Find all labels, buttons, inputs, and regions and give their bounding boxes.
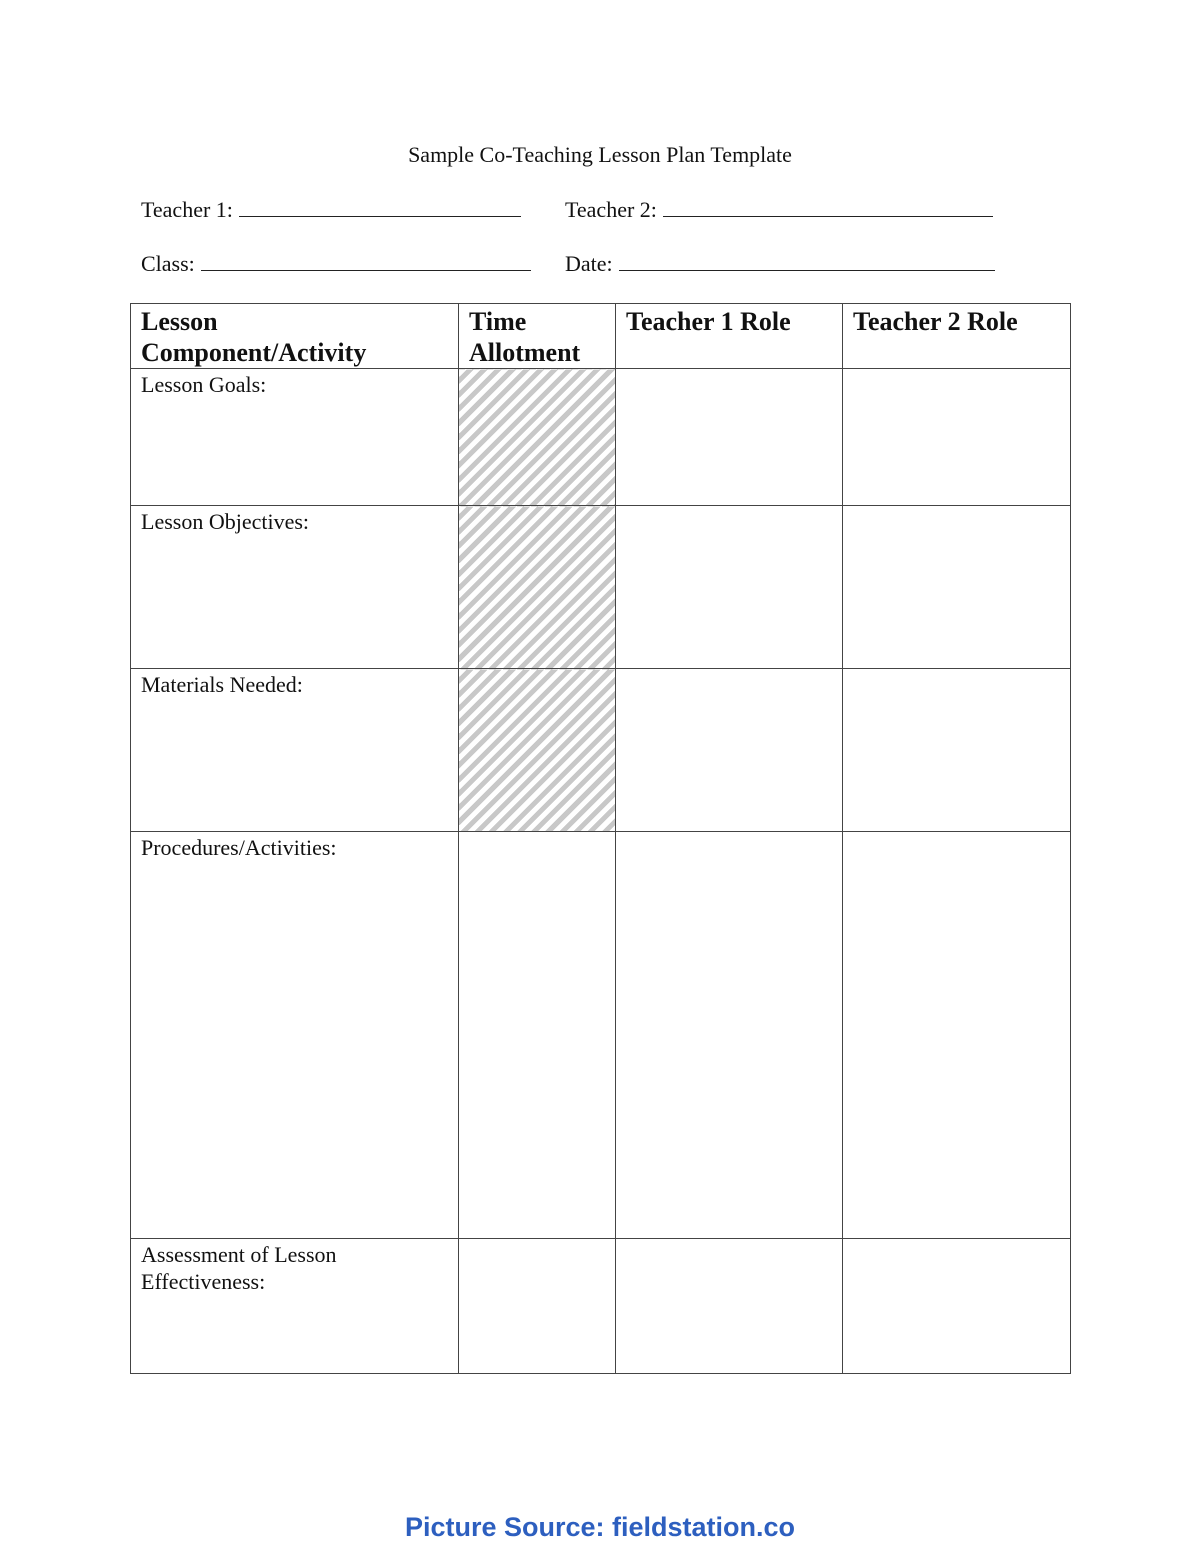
teacher1-field[interactable] — [141, 196, 521, 223]
lesson-plan-table — [130, 303, 1071, 1374]
time-cell-shaded — [459, 669, 616, 832]
class-blank-line[interactable] — [201, 250, 531, 271]
class-label: Class: — [141, 251, 195, 276]
date-field[interactable] — [565, 250, 995, 277]
time-allotment-cell[interactable] — [459, 1239, 616, 1374]
time-cell-shaded — [459, 506, 616, 669]
teacher2-role-cell[interactable] — [843, 1239, 1071, 1374]
teacher2-role-cell[interactable] — [843, 506, 1071, 669]
date-label: Date: — [565, 251, 613, 276]
teacher1-blank-line[interactable] — [239, 196, 521, 217]
table-header-row — [131, 304, 1071, 369]
time-cell-shaded — [459, 369, 616, 506]
teacher1-role-cell[interactable] — [616, 369, 843, 506]
table-row — [131, 669, 1071, 832]
picture-source-caption: Picture Source: fieldstation.co — [404, 1512, 796, 1542]
class-field[interactable] — [141, 250, 531, 277]
teacher1-role-cell[interactable] — [616, 506, 843, 669]
teacher2-field[interactable] — [565, 196, 993, 223]
teacher1-role-cell[interactable] — [616, 669, 843, 832]
header-lesson-component: Lesson Component/Activity — [131, 304, 459, 369]
table-row — [131, 369, 1071, 506]
header-teacher1-role: Teacher 1 Role — [616, 304, 843, 369]
header-teacher2-role: Teacher 2 Role — [843, 304, 1071, 369]
row-label-procedures-activities[interactable]: Procedures/Activities: — [131, 832, 459, 1239]
teacher1-role-cell[interactable] — [616, 1239, 843, 1374]
table-row — [131, 506, 1071, 669]
teacher2-role-cell[interactable] — [843, 669, 1071, 832]
time-allotment-cell[interactable] — [459, 832, 616, 1239]
row-label-lesson-goals[interactable]: Lesson Goals: — [131, 369, 459, 506]
page-title: Sample Co-Teaching Lesson Plan Template — [408, 142, 792, 167]
date-blank-line[interactable] — [619, 250, 995, 271]
header-time-allotment: Time Allotment — [459, 304, 616, 369]
teacher2-blank-line[interactable] — [663, 196, 993, 217]
teacher1-label: Teacher 1: — [141, 197, 233, 222]
teacher2-role-cell[interactable] — [843, 832, 1071, 1239]
teacher1-role-cell[interactable] — [616, 832, 843, 1239]
table-row — [131, 832, 1071, 1239]
teacher2-label: Teacher 2: — [565, 197, 657, 222]
row-label-materials-needed[interactable]: Materials Needed: — [131, 669, 459, 832]
row-label-lesson-objectives[interactable]: Lesson Objectives: — [131, 506, 459, 669]
table-row — [131, 1239, 1071, 1374]
row-label-assessment[interactable]: Assessment of Lesson Effectiveness: — [131, 1239, 459, 1374]
teacher2-role-cell[interactable] — [843, 369, 1071, 506]
